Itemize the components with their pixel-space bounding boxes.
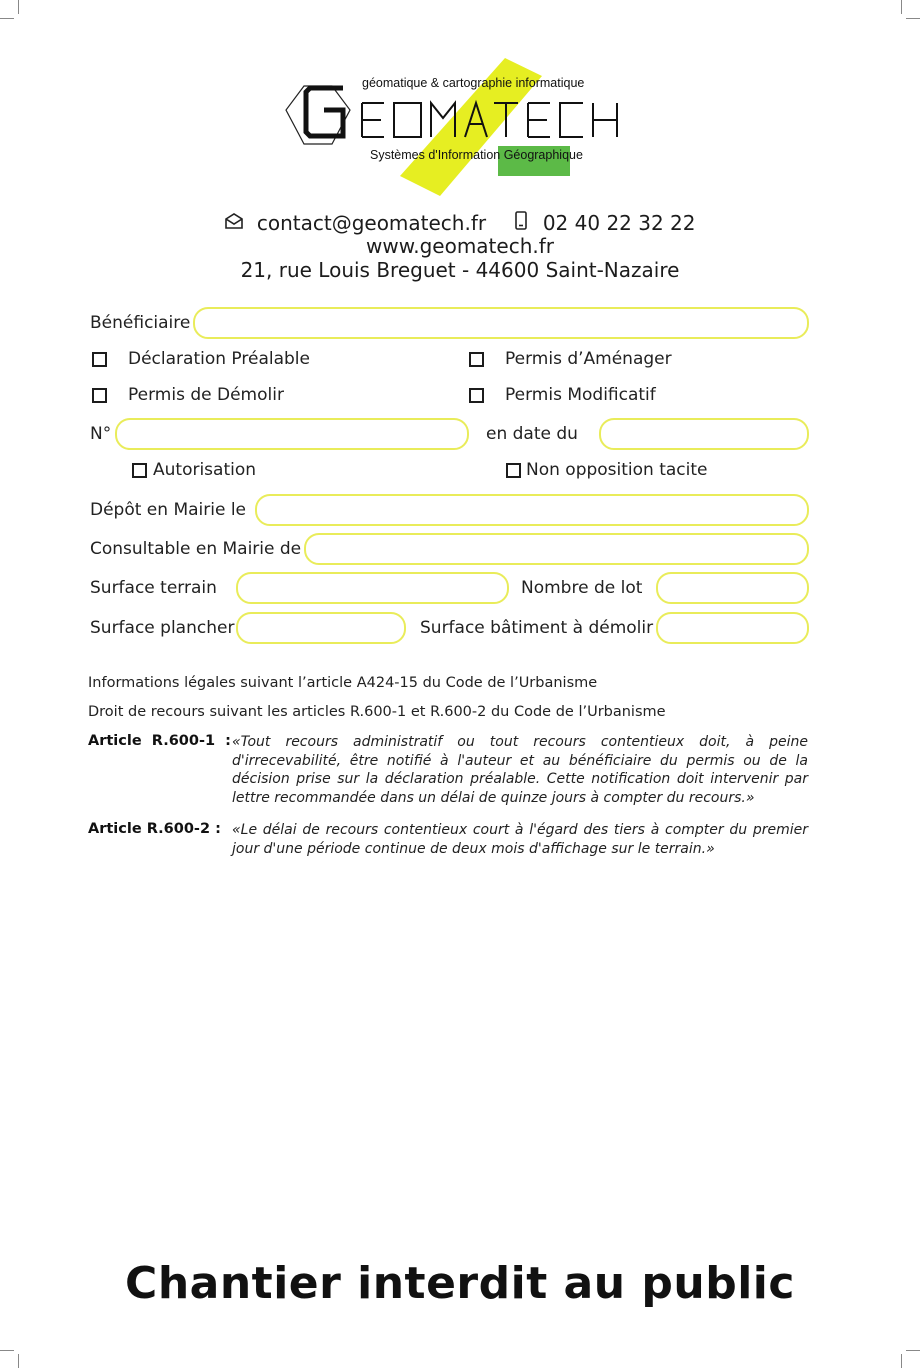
permis-modificatif-label: Permis Modificatif <box>505 385 656 405</box>
crop-mark-top-left <box>18 0 19 14</box>
permis-demolir-checkbox[interactable] <box>92 388 107 403</box>
footer-title: Chantier interdit au public <box>125 1258 795 1309</box>
crop-mark-bottom-right <box>906 1350 920 1351</box>
crop-mark-top-right <box>906 18 920 19</box>
logo-tagline-top: géomatique & cartographie informatique <box>362 76 585 90</box>
article-r600-1-text: «Tout recours administratif ou tout recours contentieux doit, à peine d'irrecevabilité, être notifié à l'auteur et au bénéficiaire du permis ou de la décision prise sur la déclaration préalable. Cette notification doit intervenir par lettre recommandée dans un délai de quinze jours à compter du recours.» <box>232 734 808 806</box>
permis-amenager-label: Permis d’Aménager <box>505 349 672 369</box>
non-opposition-checkbox[interactable] <box>506 463 521 478</box>
beneficiaire-field[interactable] <box>193 307 809 339</box>
crop-mark-bottom-left <box>0 1350 14 1351</box>
autorisation-label: Autorisation <box>153 460 257 480</box>
permis-demolir-label: Permis de Démolir <box>128 385 284 405</box>
crop-mark-bottom-right <box>901 1354 902 1368</box>
contact-phone[interactable]: 02 40 22 32 22 <box>542 210 696 235</box>
logo-tagline-bottom: Systèmes d'Information Géographique <box>370 148 583 162</box>
date-field[interactable] <box>599 418 809 450</box>
surface-plancher-label: Surface plancher <box>90 618 235 638</box>
crop-mark-top-right <box>901 0 902 14</box>
consultable-label: Consultable en Mairie de <box>90 539 302 559</box>
contact-address: 21, rue Louis Breguet - 44600 Saint-Nazaire <box>240 258 680 282</box>
logo-g-letter <box>306 88 343 136</box>
date-label: en date du <box>486 424 578 444</box>
geomatech-logo <box>280 58 650 198</box>
surface-demolir-label: Surface bâtiment à démolir <box>420 618 654 638</box>
surface-demolir-field[interactable] <box>656 612 809 644</box>
numero-field[interactable] <box>115 418 469 450</box>
crop-mark-bottom-left <box>18 1354 19 1368</box>
article-r600-1-label: Article R.600-1 : <box>88 733 231 749</box>
legal-info-line: Informations légales suivant l’article A424-15 du Code de l’Urbanisme <box>88 675 598 691</box>
consultable-field[interactable] <box>304 533 809 565</box>
surface-terrain-label: Surface terrain <box>90 578 217 598</box>
contact-email[interactable]: contact@geomatech.fr <box>256 210 487 235</box>
numero-label: N° <box>90 424 112 444</box>
permis-amenager-checkbox[interactable] <box>469 352 484 367</box>
crop-mark-top-left <box>0 18 14 19</box>
nombre-lot-label: Nombre de lot <box>521 578 643 598</box>
contact-row <box>0 209 920 235</box>
autorisation-checkbox[interactable] <box>132 463 147 478</box>
phone-icon <box>514 211 528 235</box>
article-r600-2-text: «Le délai de recours contentieux court à l'égard des tiers à compter du premier jour d'une période continue de deux mois d'affichage sur le terrain.» <box>232 822 808 857</box>
legal-recours-line: Droit de recours suivant les articles R.600-1 et R.600-2 du Code de l’Urbanisme <box>88 704 666 720</box>
article-r600-2-label: Article R.600-2 : <box>88 821 221 837</box>
declaration-prealable-label: Déclaration Préalable <box>128 349 310 369</box>
nombre-lot-field[interactable] <box>656 572 809 604</box>
surface-plancher-field[interactable] <box>236 612 406 644</box>
surface-terrain-field[interactable] <box>236 572 509 604</box>
permis-modificatif-checkbox[interactable] <box>469 388 484 403</box>
declaration-prealable-checkbox[interactable] <box>92 352 107 367</box>
contact-website[interactable]: www.geomatech.fr <box>365 234 554 258</box>
beneficiaire-label: Bénéficiaire <box>90 313 191 333</box>
depot-label: Dépôt en Mairie le <box>90 500 247 520</box>
non-opposition-label: Non opposition tacite <box>526 460 708 480</box>
depot-field[interactable] <box>255 494 809 526</box>
envelope-icon <box>224 211 244 235</box>
